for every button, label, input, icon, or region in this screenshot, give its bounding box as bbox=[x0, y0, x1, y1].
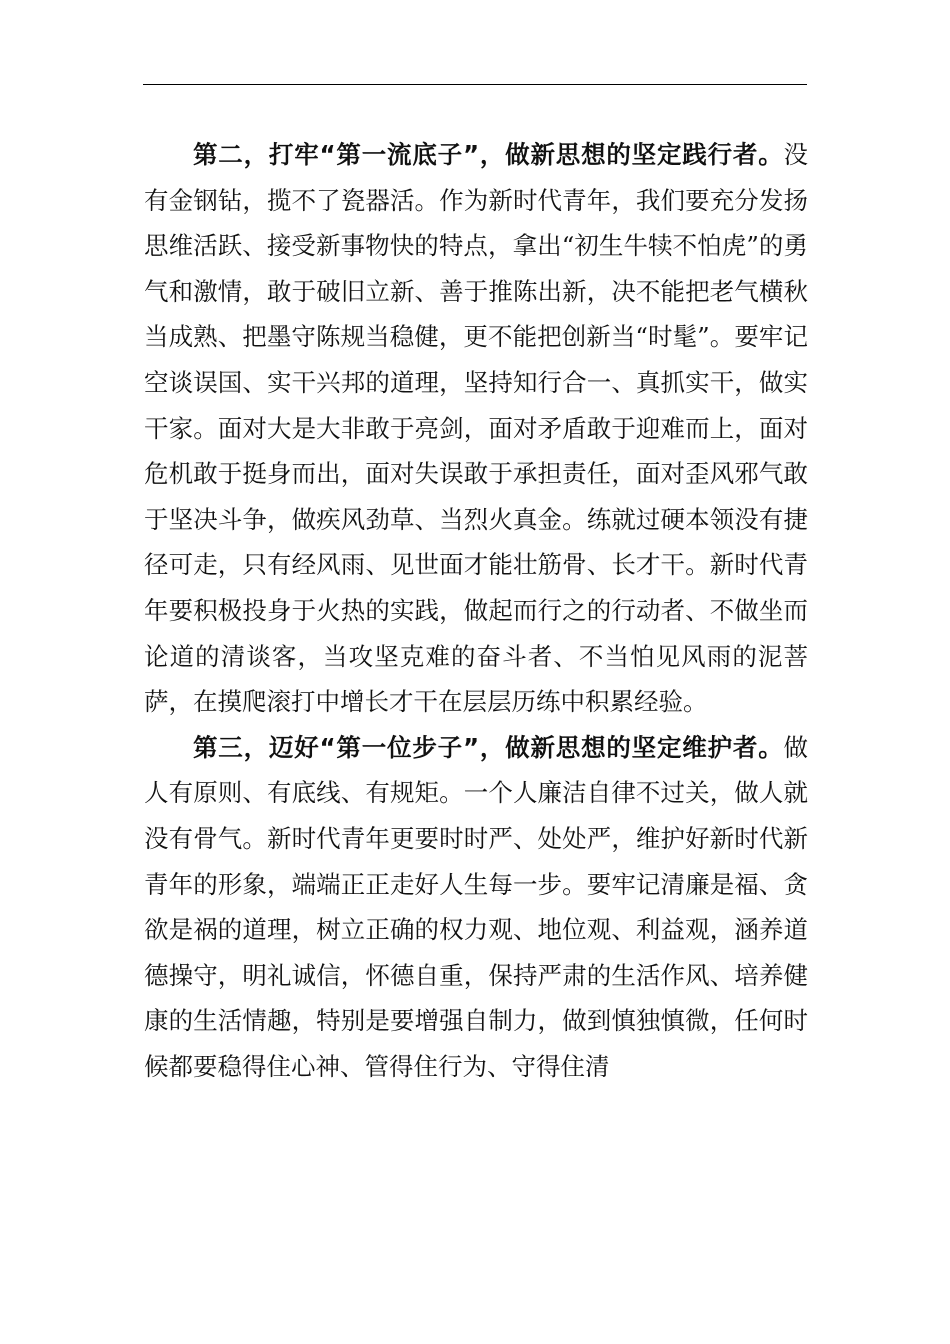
document-body bbox=[144, 132, 808, 1089]
paragraph-heading: 第三，迈好“第一位步子”，做新思想的坚定维护者。 bbox=[193, 732, 784, 762]
paragraph-text: 没有金钢钻，揽不了瓷器活。作为新时代青年，我们要充分发扬思维活跃、接受新事物快的特点，拿出“初生牛犊不怕虎”的勇气和激情，敢于破旧立新、善于推陈出新，决不能把老气横秋当成熟、把墨守陈规当稳健，更不能把创新当“时髦”。要牢记空谈误国、实干兴邦的道理，坚持知行合一、真抓实干，做实干家。面对大是大非敢于亮剑，面对矛盾敢于迎难而上，面对危机敢于挺身而出，面对失误敢于承担责任，面对歪风邪气敢于坚决斗争，做疾风劲草、当烈火真金。练就过硬本领没有捷径可走，只有经风雨、见世面才能壮筋骨、长才干。新时代青年要积极投身于火热的实践，做起而行之的行动者、不做坐而论道的清谈客，当攻坚克难的奋斗者、不当怕见风雨的泥菩萨，在摸爬滚打中增长才干在层层历练中积累经验。 bbox=[144, 140, 808, 717]
paragraph-text: 做人有原则、有底线、有规矩。一个人廉洁自律不过关，做人就没有骨气。新时代青年更要时时严、处处严，维护好新时代新青年的形象，端端正正走好人生每一步。要牢记清廉是福、贪欲是祸的道理，树立正确的权力观、地位观、利益观，涵养道德操守，明礼诚信，怀德自重，保持严肃的生活作风、培养健康的生活情趣，特别是要增强自制力，做到慎独慎微，任何时候都要稳得住心神、管得住行为、守得住清 bbox=[144, 732, 808, 1081]
paragraph-third-point bbox=[144, 725, 808, 1090]
paragraph-heading: 第二，打牢“第一流底子”，做新思想的坚定践行者。 bbox=[193, 140, 784, 169]
paragraph-second-point bbox=[144, 132, 808, 725]
header-rule bbox=[143, 84, 807, 85]
